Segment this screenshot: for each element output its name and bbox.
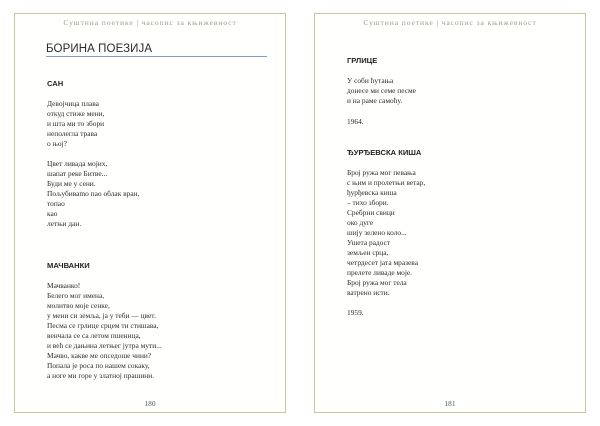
right-page — [314, 13, 586, 413]
poem-djurdjevska-kisa — [347, 148, 567, 318]
running-header: Суштина поетике | часопис за књижевност — [363, 18, 537, 27]
poem-stanza: Цвет ливада мојих, шапат реке Битве... Буди ме у сени. Пољубиваmo пао облак вран, топао као летњи дан. — [47, 159, 140, 228]
right-page-content — [347, 44, 567, 318]
poem-title: САН — [47, 79, 64, 88]
left-page — [14, 13, 286, 413]
poem-year: 1964. — [347, 117, 364, 126]
left-page-content — [47, 43, 267, 381]
book-title: БОРИНА ПОЕЗИЈА — [46, 43, 267, 57]
poem-title: МАЧВАНКИ — [47, 261, 90, 270]
poem-san — [47, 79, 267, 229]
poem-year: 1959. — [347, 308, 364, 317]
poem-title: ЂУРЂЕВСКА КИША — [347, 148, 422, 157]
page-number: 181 — [444, 399, 456, 408]
poem-stanza: Девојчица плава откуд стиже мени, и шта ми то збори неполегла трава о њој? — [47, 99, 105, 148]
poem-grlice — [347, 56, 567, 127]
poem-title: ГРЛИЦЕ — [347, 56, 378, 65]
poem-stanza: У соби ћутања донесе ми семе песме и на раме самоћу. — [347, 76, 416, 105]
poem-stanza: Број ружа мог певања с њим и пролетњи ветар, ђурђевска киша – тихо збори. Сребрни свици око дуге шију зелено коло... Ушета радост земљен срца, четрдесет јата мразева прелете ливаде моје. Број ружа мог тела ватрено исти. — [347, 168, 426, 297]
poem-stanza: Мачванко! Белего мог имена, молитво моје сенке, у мени си земља, ја у теби — цвет. Песма се грлице срцем ти стишава, венчала се са летом пшеница, и већ се дањина летњег јутра мути... Мачво, какве ме опседоше чини? Попала је роса по нашем сокаку, а ноге ми горе у златној прашини. — [47, 281, 162, 380]
poem-machvanki — [47, 261, 267, 381]
page-number: 180 — [144, 399, 156, 408]
running-header: Суштина поетике | часопис за књижевност — [63, 18, 237, 27]
